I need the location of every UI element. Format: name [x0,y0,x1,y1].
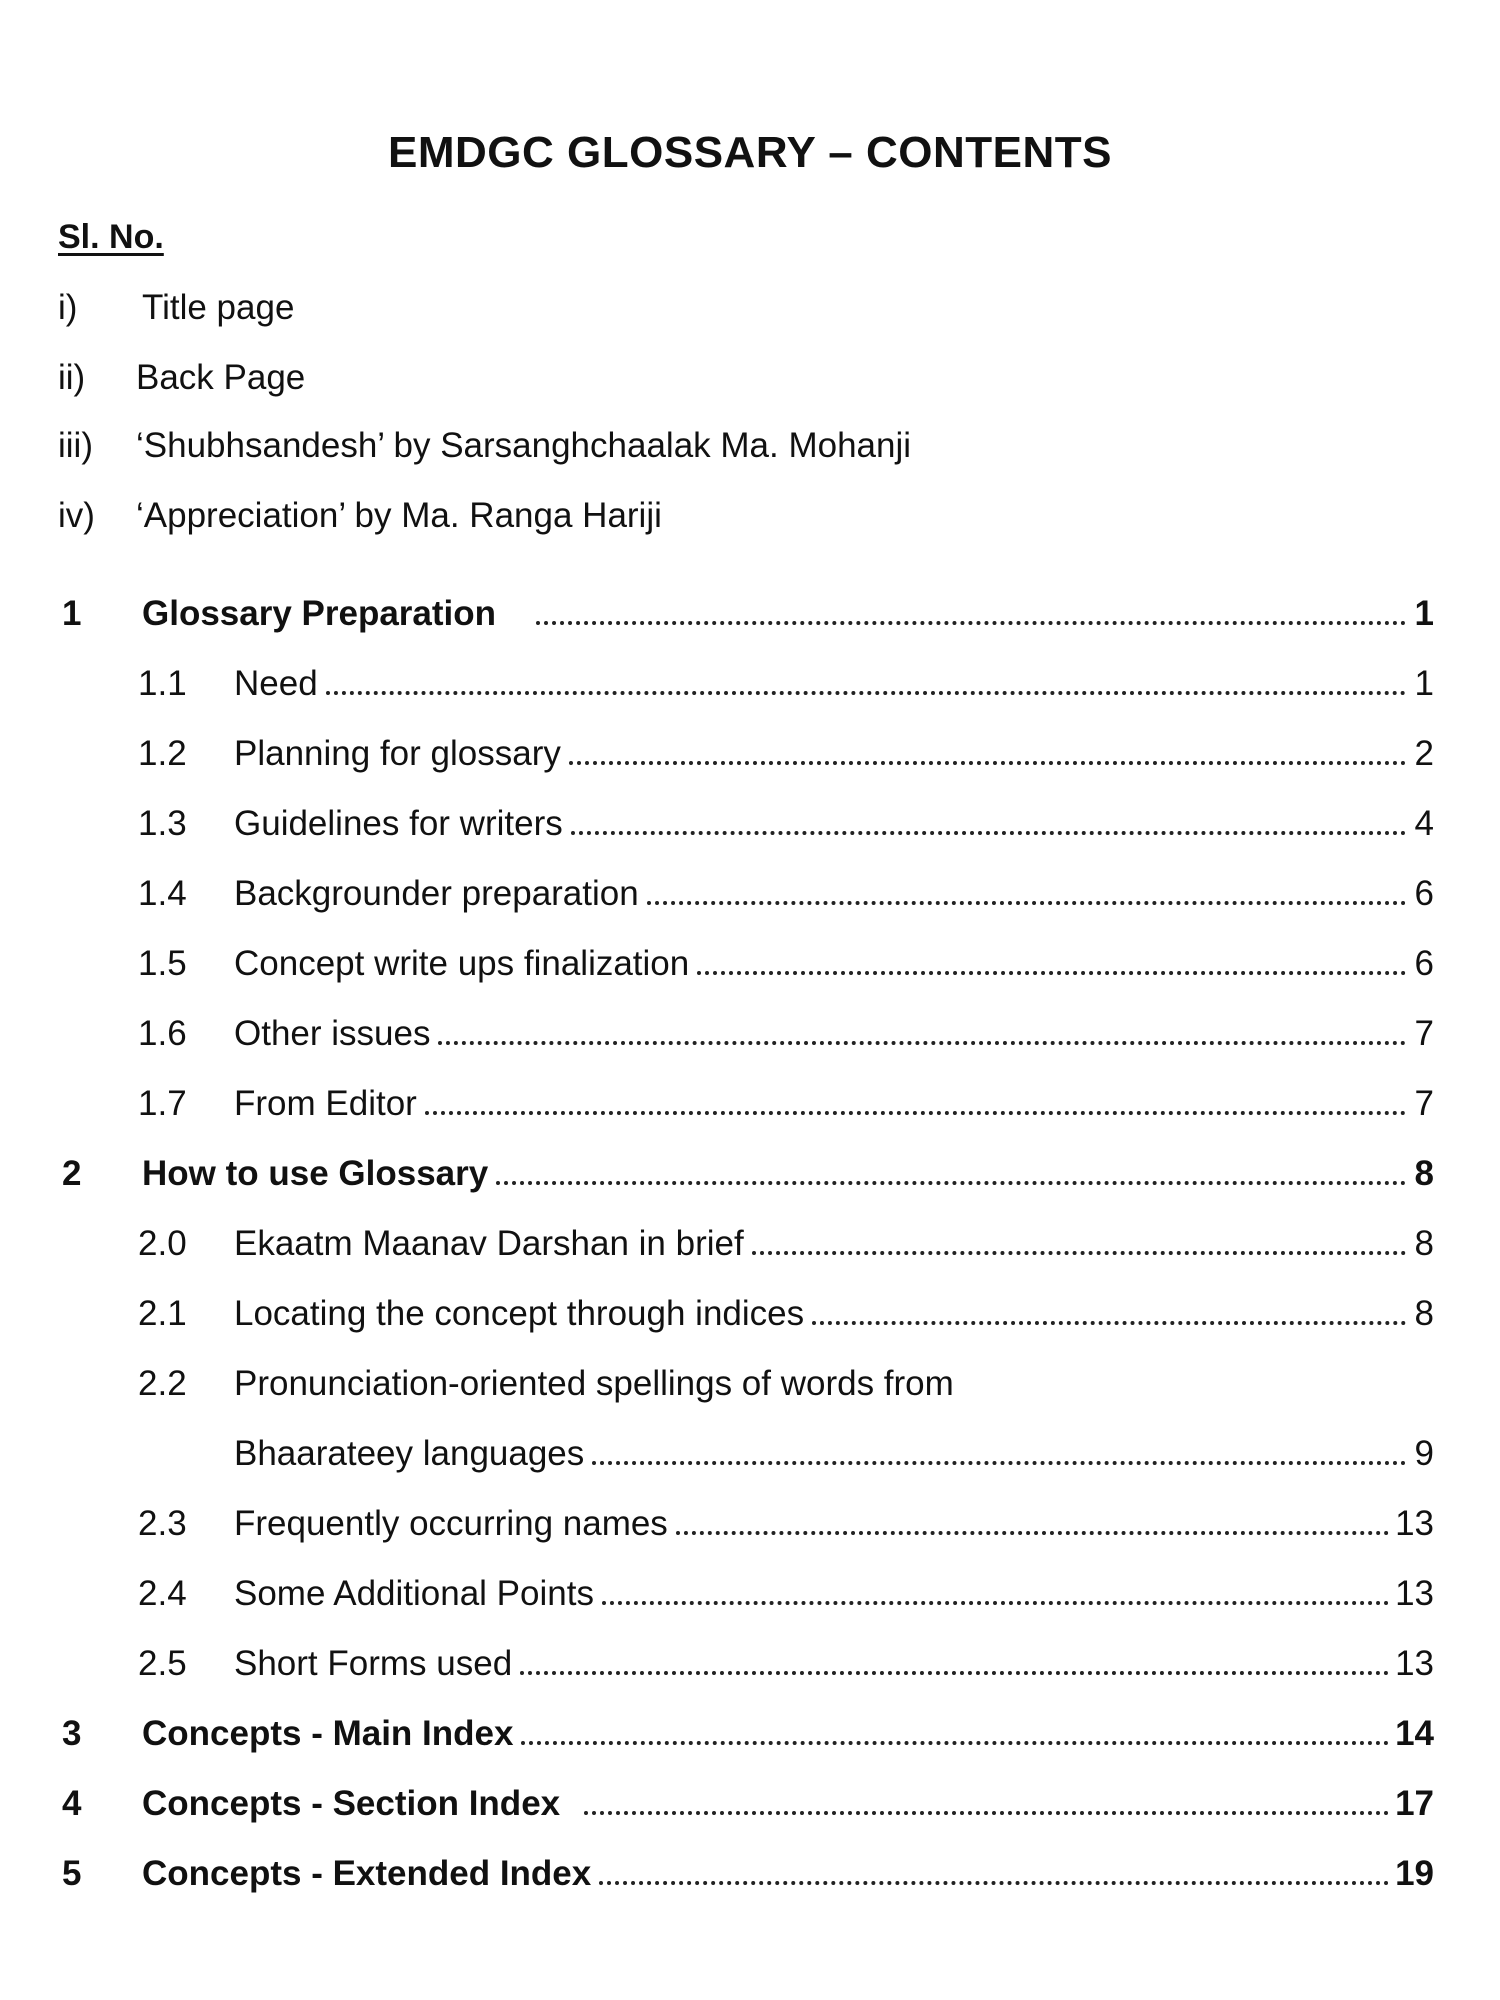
section-label: Ekaatm Maanav Darshan in brief [234,1224,744,1263]
page-number: 8 [1414,1294,1434,1333]
page-number: 7 [1414,1014,1434,1053]
dot-leader [496,1181,1406,1185]
page-title: EMDGC GLOSSARY – CONTENTS [388,128,1112,177]
prelim-item-back-page [58,358,305,398]
prelim-item-shubhsandesh [58,426,911,466]
page-number: 7 [1414,1084,1434,1123]
page-number: 13 [1395,1574,1434,1613]
section-number: 1.6 [138,1014,187,1053]
page-number: 1 [1414,664,1434,703]
section-number: 3 [62,1714,82,1753]
section-number: 2.0 [138,1224,187,1263]
toc-entry-2-2[interactable] [138,1364,1434,1404]
page-number: 6 [1414,874,1434,913]
toc-entry-1-6[interactable] [138,1014,1434,1054]
section-label: Locating the concept through indices [234,1294,805,1333]
section-label: From Editor [234,1084,417,1123]
section-label: Planning for glossary [234,734,561,773]
dot-leader [599,1881,1389,1885]
page-number: 1 [1414,594,1434,633]
prelim-number: iii) [58,426,93,465]
toc-entry-1-4[interactable] [138,874,1434,914]
prelim-text: ‘Appreciation’ by Ma. Ranga Hariji [136,496,662,535]
dot-leader [602,1601,1389,1605]
dot-leader [676,1531,1389,1535]
dot-leader [536,621,1406,625]
section-label: Guidelines for writers [234,804,563,843]
section-label: Need [234,664,318,703]
section-label: Concepts - Main Index [142,1714,514,1753]
toc-entry-5[interactable] [62,1854,1434,1894]
page-number: 8 [1414,1154,1434,1193]
toc-entry-1-2[interactable] [138,734,1434,774]
section-number: 1.1 [138,664,187,703]
prelim-number: iv) [58,496,95,535]
dot-leader [569,761,1406,765]
section-number: 4 [62,1784,82,1823]
toc-entry-2-3[interactable] [138,1504,1434,1544]
section-label: Some Additional Points [234,1574,594,1613]
section-label: Concept write ups finalization [234,944,690,983]
section-number: 1.3 [138,804,187,843]
section-number: 2.4 [138,1574,187,1613]
page-number: 13 [1395,1504,1434,1543]
toc-entry-2-4[interactable] [138,1574,1434,1614]
section-label: Concepts - Section Index [142,1784,561,1823]
dot-leader [592,1461,1406,1465]
section-label: Pronunciation-oriented spellings of words from [234,1364,954,1403]
section-label: Glossary Preparation [142,594,497,633]
prelim-item-title-page [58,288,294,328]
page-number: 19 [1395,1854,1434,1893]
section-label-continued: Bhaarateey languages [234,1434,585,1473]
section-number: 1.4 [138,874,187,913]
page-number: 4 [1414,804,1434,843]
section-label: Backgrounder preparation [234,874,639,913]
section-label: Concepts - Extended Index [142,1854,592,1893]
section-label: How to use Glossary [142,1154,489,1193]
dot-leader [571,831,1406,835]
dot-leader [697,971,1406,975]
dot-leader [438,1041,1406,1045]
toc-entry-2[interactable] [62,1154,1434,1194]
dot-leader [647,901,1406,905]
prelim-text: Title page [142,288,295,327]
dot-leader [521,1741,1389,1745]
page-number: 13 [1395,1644,1434,1683]
dot-leader [752,1251,1406,1255]
toc-entry-3[interactable] [62,1714,1434,1754]
section-number: 5 [62,1854,82,1893]
prelim-number: ii) [58,358,86,397]
section-label: Other issues [234,1014,431,1053]
toc-entry-1[interactable] [62,594,1434,634]
toc-entry-2-5[interactable] [138,1644,1434,1684]
section-number: 1.7 [138,1084,187,1123]
prelim-number: i) [58,288,78,327]
section-number: 2.2 [138,1364,187,1403]
page-number: 9 [1414,1434,1434,1473]
section-number: 2.3 [138,1504,187,1543]
section-number: 1.5 [138,944,187,983]
prelim-item-appreciation [58,496,662,536]
section-number: 2.1 [138,1294,187,1333]
dot-leader [812,1321,1406,1325]
toc-entry-1-3[interactable] [138,804,1434,844]
toc-entry-1-5[interactable] [138,944,1434,984]
toc-entry-2-0[interactable] [138,1224,1434,1264]
section-label: Short Forms used [234,1644,513,1683]
section-number: 1.2 [138,734,187,773]
toc-entry-1-7[interactable] [138,1084,1434,1124]
sl-no-heading: Sl. No. [58,218,164,256]
toc-entry-2-1[interactable] [138,1294,1434,1334]
page-number: 2 [1414,734,1434,773]
dot-leader [520,1671,1389,1675]
toc-entry-4[interactable] [62,1784,1434,1824]
dot-leader [425,1111,1406,1115]
section-number: 2 [62,1154,82,1193]
section-label: Frequently occurring names [234,1504,668,1543]
prelim-text: Back Page [136,358,306,397]
page-number: 6 [1414,944,1434,983]
prelim-text: ‘Shubhsandesh’ by Sarsanghchaalak Ma. Mohanji [136,426,912,465]
section-number: 1 [62,594,82,633]
dot-leader [584,1811,1389,1815]
page-number: 17 [1395,1784,1434,1823]
page-number: 14 [1395,1714,1434,1753]
toc-entry-1-1[interactable] [138,664,1434,704]
page-number: 8 [1414,1224,1434,1263]
toc-entry-2-2-continued[interactable] [138,1434,1434,1474]
dot-leader [326,691,1406,695]
section-number: 2.5 [138,1644,187,1683]
